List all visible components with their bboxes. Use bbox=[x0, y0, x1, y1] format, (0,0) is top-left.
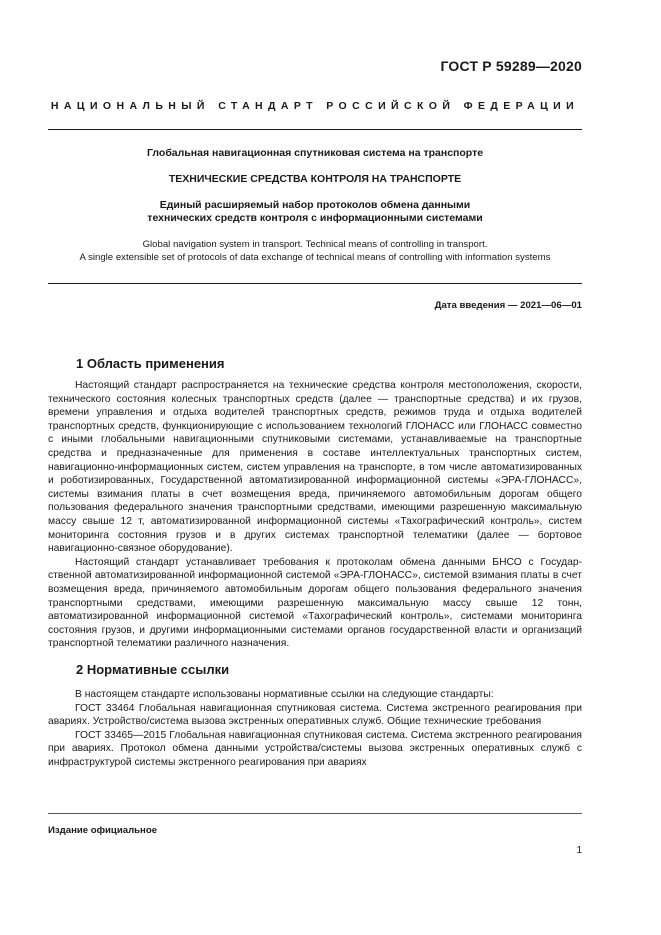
intro-date: Дата введения — 2021—06—01 bbox=[434, 300, 582, 311]
official-edition-label: Издание официальное bbox=[48, 825, 158, 836]
section-2-body bbox=[48, 688, 582, 770]
english-title-line-2: A single extensible set of protocols of data exchange of technical means of controlling with information systems bbox=[79, 252, 551, 263]
english-title bbox=[48, 238, 582, 264]
subtitle bbox=[48, 199, 582, 225]
section-1-body bbox=[48, 379, 582, 651]
section-1-title: 1 Область применения bbox=[76, 356, 225, 371]
subtitle-line-1: Единый расширяемый набор протоколов обмена данными bbox=[159, 199, 471, 211]
subtitle-line-2: технических средств контроля с информационными системами bbox=[147, 212, 483, 224]
section-2-title: 2 Нормативные ссылки bbox=[76, 662, 230, 677]
title-divider bbox=[48, 283, 582, 284]
national-standard-heading: НАЦИОНАЛЬНЫЙ СТАНДАРТ РОССИЙСКОЙ ФЕДЕРАЦИИ bbox=[50, 100, 580, 112]
main-title: ТЕХНИЧЕСКИЕ СРЕДСТВА КОНТРОЛЯ НА ТРАНСПОРТЕ bbox=[168, 173, 462, 185]
doc-code: ГОСТ Р 59289—2020 bbox=[440, 58, 582, 74]
section-2-paragraph: В настоящем стандарте использованы нормативные ссылки на следующие стандарты: bbox=[75, 689, 494, 700]
section-1-paragraph: Настоящий стандарт устанавливает требования к протоколам обмена данными БНСО с Государственной автоматизированной информационной системой «ЭРА-ГЛОНАСС», системой взимания платы в счет возмещения вреда, причиняемого автомобильным дорогам общего пользования федерального значения транспортными средствами, имеющими разрешенную максимальную массу свыше 12 тонн, автоматизированной информационной системой «Тахографический контроль», системами мониторинга состояния грузов, и другими информационными системами органов государственной власти и организаций транспортной телематики различного назначения. bbox=[48, 556, 582, 650]
section-1-paragraph: Настоящий стандарт распространяется на технические средства контроля местоположения, скорости, технического состояния колесных транспортных средств (далее — транспортные средства) и их грузов, времени управления и отдыха водителей транспортных средств, режимов труда и отдыха водителей транспортных средств, функционирующие с использованием технологий ГЛОНАСС или ГЛОНАСС совместно с иными глобальными навигационными спутниковыми системами, устанавливаемые на транспортные средства и предназначенные для применения в составе интеллектуальных транспортных систем, навигационно-информационных систем, систем управления на транспорте, в том числе автоматизированных и роботизированных, Государственной автоматизированной информационной системы «ЭРА-ГЛОНАСС», системы взимания платы в счет возмещения вреда, причиняемого автомобильным дорогам общего пользования федерального значения транспортными средствами, имеющими разрешенную максимальную массу свыше 12 т, автоматизированной информационной системы «Тахографический контроль», систем мониторинга состояния грузов и в других системах транспортной телематики (далее — бортовое навигационно-связное оборудование). bbox=[48, 380, 582, 555]
normative-reference: ГОСТ 33465—2015 Глобальная навигационная спутниковая система. Система экстренного реагирования при авариях. Протокол обмена данными устройства/системы вызова экстренных оперативных служб с инфраструктурой системы экстренного реагирования при авариях bbox=[48, 729, 582, 768]
normative-reference: ГОСТ 33464 Глобальная навигационная спутниковая система. Система экстренного реагирования при авариях. Устройство/система вызова экстренных оперативных служб. Общие технические требования bbox=[48, 702, 582, 728]
english-title-line-1: Global navigation system in transport. Technical means of controlling in transport. bbox=[142, 239, 488, 250]
page-number: 1 bbox=[576, 845, 582, 856]
header-divider bbox=[48, 129, 582, 130]
subject-line: Глобальная навигационная спутниковая система на транспорте bbox=[146, 147, 484, 159]
footer-divider bbox=[48, 813, 582, 814]
